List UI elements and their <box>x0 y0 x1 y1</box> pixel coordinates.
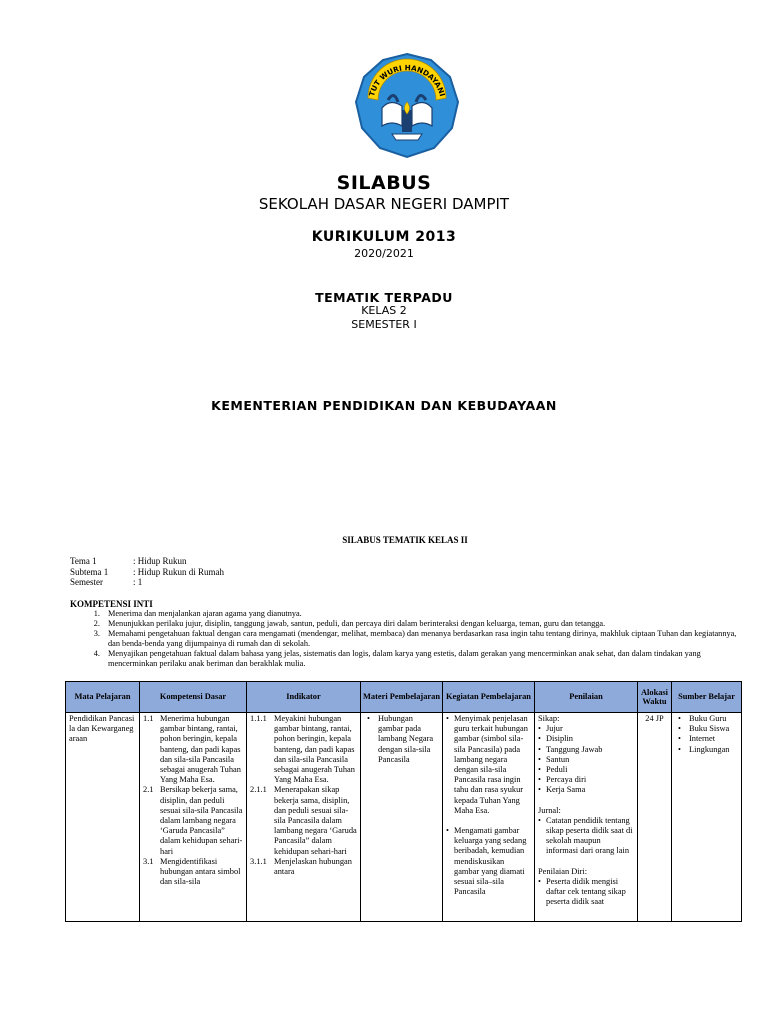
col-header-activity: Kegiatan Pembelajaran <box>443 682 535 713</box>
jurnal-item: • Catatan pendidik tentang sikap peserta didik saat di sekolah maupun informasi dari orang lain <box>538 816 634 857</box>
cell-source <box>672 713 742 922</box>
assessment-jurnal-label: Jurnal: <box>538 805 561 815</box>
sikap-item: • Percaya diri <box>538 775 634 785</box>
cell-subject: Pendidikan Pancasila dan Kewarganegaraan <box>66 713 140 922</box>
cell-material <box>361 713 443 922</box>
syllabus-table <box>65 681 742 922</box>
meta-row-semester: Semester : 1 <box>70 577 143 587</box>
material-item: • Hubungan gambar pada lambang Negara dengan sila-sila Pancasila <box>364 714 439 765</box>
ki-item: 2. Menunjukkan perilaku jujur, disiplin, tanggung jawab, santun, peduli, dan percaya diri dalam berinteraksi dengan keluarga, teman, guru dan tetangga. <box>93 619 606 628</box>
indicator-item: 3.1.1 Menjelaskan hubungan antara <box>250 856 352 877</box>
kd-item: 1.1 Menerima hubungan gambar bintang, rantai, pohon beringin, kepala banteng, dan padi kapas dan sila-sila Pancasila sebagai anugerah Tuhan Yang Maha Esa. <box>143 714 241 785</box>
sikap-item: • Jujur <box>538 724 634 734</box>
tut-wuri-handayani-logo <box>352 50 462 160</box>
sikap-item: • Peduli <box>538 765 634 775</box>
cell-kd <box>140 713 247 922</box>
col-header-subject: Mata Pelajaran <box>66 682 140 713</box>
col-header-kd: Kompetensi Dasar <box>140 682 247 713</box>
col-header-indicator: Indikator <box>247 682 361 713</box>
indicator-item: 2.1.1 Menerapakan sikap bekerja sama, disiplin, dan peduli sesuai sila-sila Pancasila dalam lambang negara ‘Garuda Pancasila” dalam kehidupan sehari-hari <box>250 785 357 856</box>
syllabus-title: SILABUS TEMATIK KELAS II <box>342 535 468 545</box>
col-header-source: Sumber Belajar <box>672 682 742 713</box>
ki-item: 1. Menerima dan menjalankan ajaran agama yang dianutnya. <box>93 609 302 618</box>
sikap-item: • Tanggung Jawab <box>538 745 634 755</box>
source-item: • Internet <box>675 734 738 744</box>
ministry-name: KEMENTERIAN PENDIDIKAN DAN KEBUDAYAAN <box>211 398 557 413</box>
kd-item: 3.1 Mengidentifikasi hubungan antara simbol dan sila-sila <box>143 856 241 887</box>
ki-item: 4. Menyajikan pengetahuan faktual dalam bahasa yang jelas, sistematis dan logis, dalam karya yang estetis, dalam gerakan yang mencerminkan anak sehat, dan dalam tindakan yang mencerminkan perilaku anak beriman dan berakhlak mulia. <box>93 649 701 668</box>
cell-indicator <box>247 713 361 922</box>
meta-row-tema: Tema 1 : Hidup Rukun <box>70 556 187 566</box>
ki-heading: KOMPETENSI INTI <box>70 599 153 609</box>
kd-item: 2.1 Bersikap bekerja sama, disiplin, dan peduli sesuai sila-sila Pancasila dalam lambang negara ‘Garuda Pancasila” dalam kehidupan sehari-hari <box>143 785 243 856</box>
cell-time: 24 JP <box>638 713 672 922</box>
sikap-item: • Kerja Sama <box>538 785 634 795</box>
school-name: SEKOLAH DASAR NEGERI DAMPIT <box>258 195 510 213</box>
ki-list <box>70 609 750 669</box>
curriculum-title: KURIKULUM 2013 <box>311 229 457 245</box>
indicator-item: 1.1.1 Meyakini hubungan gambar bintang, rantai, pohon beringin, kepala banteng, dan padi kapas dan sila-sila Pancasila sebagai anugerah Tuhan Yang Maha Esa. <box>250 714 355 785</box>
source-item: • Lingkungan <box>675 745 738 755</box>
sikap-item: • Disiplin <box>538 734 634 744</box>
academic-year: 2020/2021 <box>354 247 414 260</box>
cell-assessment <box>535 713 638 922</box>
assessment-sikap-label: Sikap: <box>538 714 560 723</box>
ki-item: 3. Memahami pengetahuan faktual dengan cara mengamati (mendengar, melihat, membaca) dan menanya berdasarkan rasa ingin tahu tentang dirinya, makhluk ciptaan Tuhan dan kegiatannya, dan benda-benda yang dijumpainya di rumah dan di sekolah. <box>93 629 737 648</box>
cover-title: SILABUS <box>336 172 432 194</box>
table-header-row <box>66 682 742 713</box>
col-header-time: Alokasi Waktu <box>638 682 672 713</box>
semester-label: SEMESTER I <box>351 318 417 331</box>
activity-item: • Menyimak penjelasan guru terkait hubungan gambar (simbol sila-sila Pancasila) pada lambang negara dengan sila-sila Pancasila rasa ingin tahu dan rasa syukur kepada Tuhan Yang Maha Esa. <box>446 714 531 816</box>
col-header-material: Materi Pembelajaran <box>361 682 443 713</box>
source-item: • Buku Guru <box>675 714 738 724</box>
meta-row-subtema: Subtema 1 : Hidup Rukun di Rumah <box>70 566 225 577</box>
assessment-diri-label: Penilaian Diri: <box>538 866 588 876</box>
cell-activity <box>443 713 535 922</box>
activity-item: • Mengamati gambar keluarga yang sedang beribadah, kemudian mendiskusikan gambar yang diamati sesuai sila–sila Pancasila <box>446 826 531 897</box>
class-label: KELAS 2 <box>361 304 407 317</box>
table-row <box>66 713 742 922</box>
diri-item: • Peserta didik mengisi daftar cek tentang sikap peserta didik saat <box>538 877 634 908</box>
col-header-assessment: Penilaian <box>535 682 638 713</box>
sikap-item: • Santun <box>538 755 634 765</box>
theme-meta <box>70 556 224 588</box>
theme-title: TEMATIK TERPADU <box>315 290 453 305</box>
source-item: • Buku Siswa <box>675 724 738 734</box>
logo-motto: TUT WURI HANDAYANI <box>367 63 447 98</box>
